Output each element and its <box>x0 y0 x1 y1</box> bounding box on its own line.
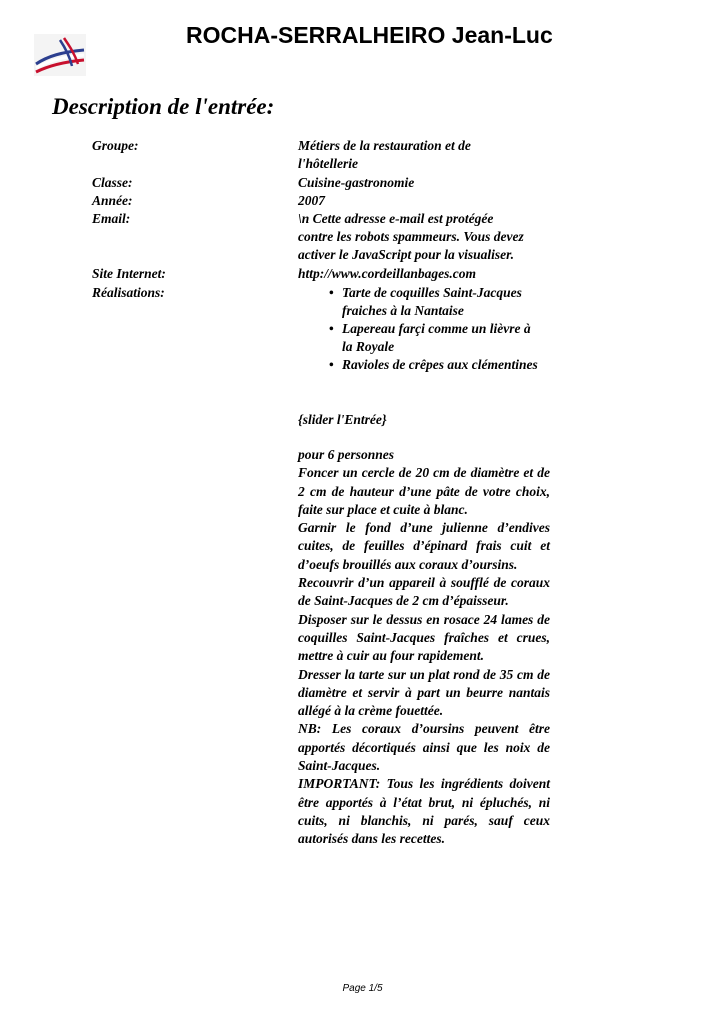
realisations-list <box>298 284 554 374</box>
recipe-paragraph: IMPORTANT: Tous les ingrédients doivent être apportés à l’état brut, ni épluchés, ni cuits, ni blanchis, ni parés, sauf ceux autorisés dans les recettes. <box>298 776 550 847</box>
recipe-text <box>298 446 550 849</box>
section-title: Description de l'entrée: <box>52 94 275 119</box>
list-item: • Lapereau farçi comme un lièvre à la Royale <box>298 320 542 356</box>
field-value-classe: Cuisine-gastronomie <box>298 175 415 190</box>
recipe-paragraph: Foncer un cercle de 20 cm de diamètre et de 2 cm de hauteur d’une pâte de votre choix, faite sur place et cuite à blanc. <box>298 465 550 517</box>
page-title: ROCHA-SERRALHEIRO Jean-Luc <box>186 22 553 48</box>
field-value-realisations <box>298 284 554 374</box>
recipe-paragraph: Garnir le fond d’une julienne d’endives cuites, de feuilles d’épinard frais cuit et d’oeufs brouillés aux coraux d’oursins. <box>298 520 550 572</box>
recipe-paragraph: Dresser la tarte sur un plat rond de 35 cm de diamètre et servir à part un beurre nantais allégé à la crème fouettée. <box>298 666 550 719</box>
slider-placeholder: {slider l'Entrée} <box>298 412 387 427</box>
field-value-line: activer le JavaScript pour la visualiser. <box>298 247 514 262</box>
field-label-realisations: Réalisations: <box>92 285 165 300</box>
recipe-paragraph: Disposer sur le dessus en rosace 24 lames de coquilles Saint-Jacques fraîches et crues, mettre à cuir au four rapidement. <box>298 611 550 664</box>
field-value-line: Métiers de la restauration et de <box>298 138 471 153</box>
field-label-groupe: Groupe: <box>92 138 139 153</box>
website-link[interactable]: http://www.cordeillanbages.com <box>298 266 477 281</box>
field-value-groupe <box>298 137 554 173</box>
recipe-paragraph: Recouvrir d’un appareil à soufflé de coraux de Saint-Jacques de 2 cm d’épaisseur. <box>298 575 550 609</box>
field-label-classe: Classe: <box>92 175 133 190</box>
page-number: Page 1/5 <box>342 983 383 994</box>
recipe-servings: pour 6 personnes <box>298 447 395 462</box>
field-value-line: contre les robots spammeurs. Vous devez <box>298 229 524 244</box>
list-item: • Ravioles de crêpes aux clémentines <box>298 356 542 374</box>
recipe-paragraph: NB: Les coraux d’oursins peuvent être apportés décortiqués ainsi que les noix de Saint-Jacques. <box>298 721 550 774</box>
flag-ribbon-logo-icon <box>34 34 86 76</box>
list-item: • Tarte de coquilles Saint-Jacques fraiches à la Nantaise <box>298 284 542 320</box>
field-value-annee: 2007 <box>298 193 325 208</box>
field-label-site: Site Internet: <box>92 266 166 281</box>
field-label-annee: Année: <box>92 193 133 208</box>
field-value-line: \n Cette adresse e-mail est protégée <box>298 211 494 226</box>
field-label-email: Email: <box>92 211 131 226</box>
field-value-line: l'hôtellerie <box>298 156 358 171</box>
field-value-email <box>298 210 554 264</box>
